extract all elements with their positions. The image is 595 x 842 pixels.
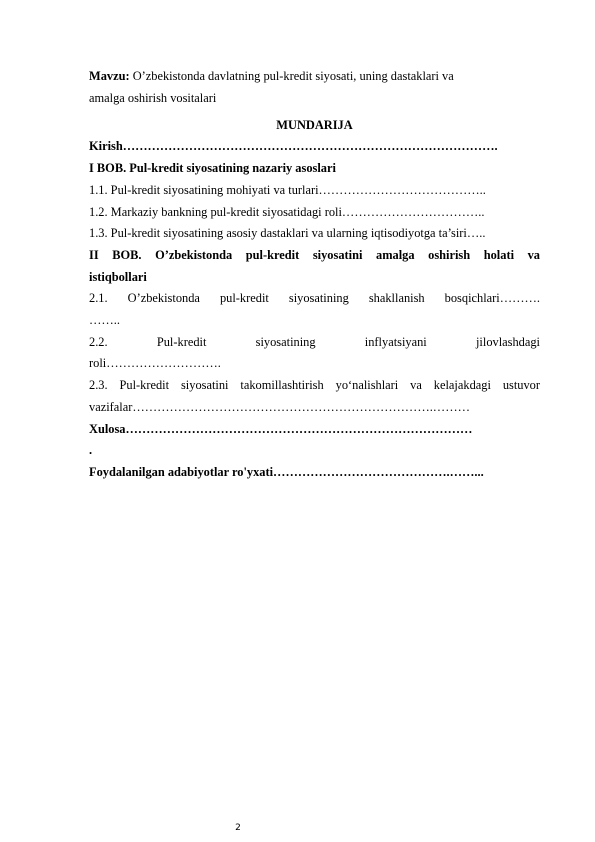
topic-line-2: amalga oshirish vositalari bbox=[89, 90, 217, 105]
toc-conclusion: Xulosa………………………………………………………………………… bbox=[89, 421, 473, 436]
toc-item-1-1: 1.1. Pul-kredit siyosatining mohiyati va turlari………………………………….. bbox=[89, 182, 486, 197]
toc-item-2-1: 2.1. O’zbekistonda pul-kredit siyosatining shakllanish bosqichlari………. bbox=[89, 291, 540, 306]
toc-item-2-3: 2.3. Pul-kredit siyosatini takomillashtirish yo‘nalishlari va kelajakdagi ustuvor bbox=[89, 378, 540, 393]
toc-conclusion-cont: . bbox=[89, 443, 93, 458]
toc-chapter-2-title: II BOB. O’zbekistonda pul-kredit siyosatini amalga oshirish holati va bbox=[89, 247, 540, 262]
page-number: 2 bbox=[235, 823, 241, 833]
toc-intro: Kirish………………………………………………………………………………. bbox=[89, 139, 498, 154]
topic-text-1: O’zbekistonda davlatning pul-kredit siyosati, uning dastaklari va bbox=[129, 69, 454, 83]
toc-item-2-2-cont: roli………………………. bbox=[89, 356, 221, 371]
topic-block bbox=[89, 66, 540, 109]
toc-title: MUNDARIJA bbox=[276, 118, 353, 133]
toc-item-2-1-cont: …….. bbox=[89, 313, 120, 328]
topic-line-1 bbox=[89, 66, 540, 88]
toc-item-1-2: 1.2. Markaziy bankning pul-kredit siyosatidagi roli…………………………….. bbox=[89, 204, 485, 219]
topic-label: Mavzu: bbox=[89, 69, 130, 83]
toc-references: Foydalanilgan adabiyotlar ro'yxati…………………………………….……... bbox=[89, 464, 484, 479]
toc-item-2-2: 2.2. Pul-kredit siyosatining inflyatsiyani jilovlashdagi bbox=[89, 334, 540, 349]
toc-item-1-3: 1.3. Pul-kredit siyosatining asosiy dastaklari va ularning iqtisodiyotga ta’siri….. bbox=[89, 226, 486, 241]
page-content bbox=[89, 66, 540, 484]
toc-item-2-3-cont: vazifalar……………………………………………………………….……… bbox=[89, 399, 470, 414]
toc-chapter-2-title-cont: istiqbollari bbox=[89, 269, 147, 284]
toc-chapter-1-title: I BOB. Pul-kredit siyosatining nazariy asoslari bbox=[89, 161, 336, 176]
